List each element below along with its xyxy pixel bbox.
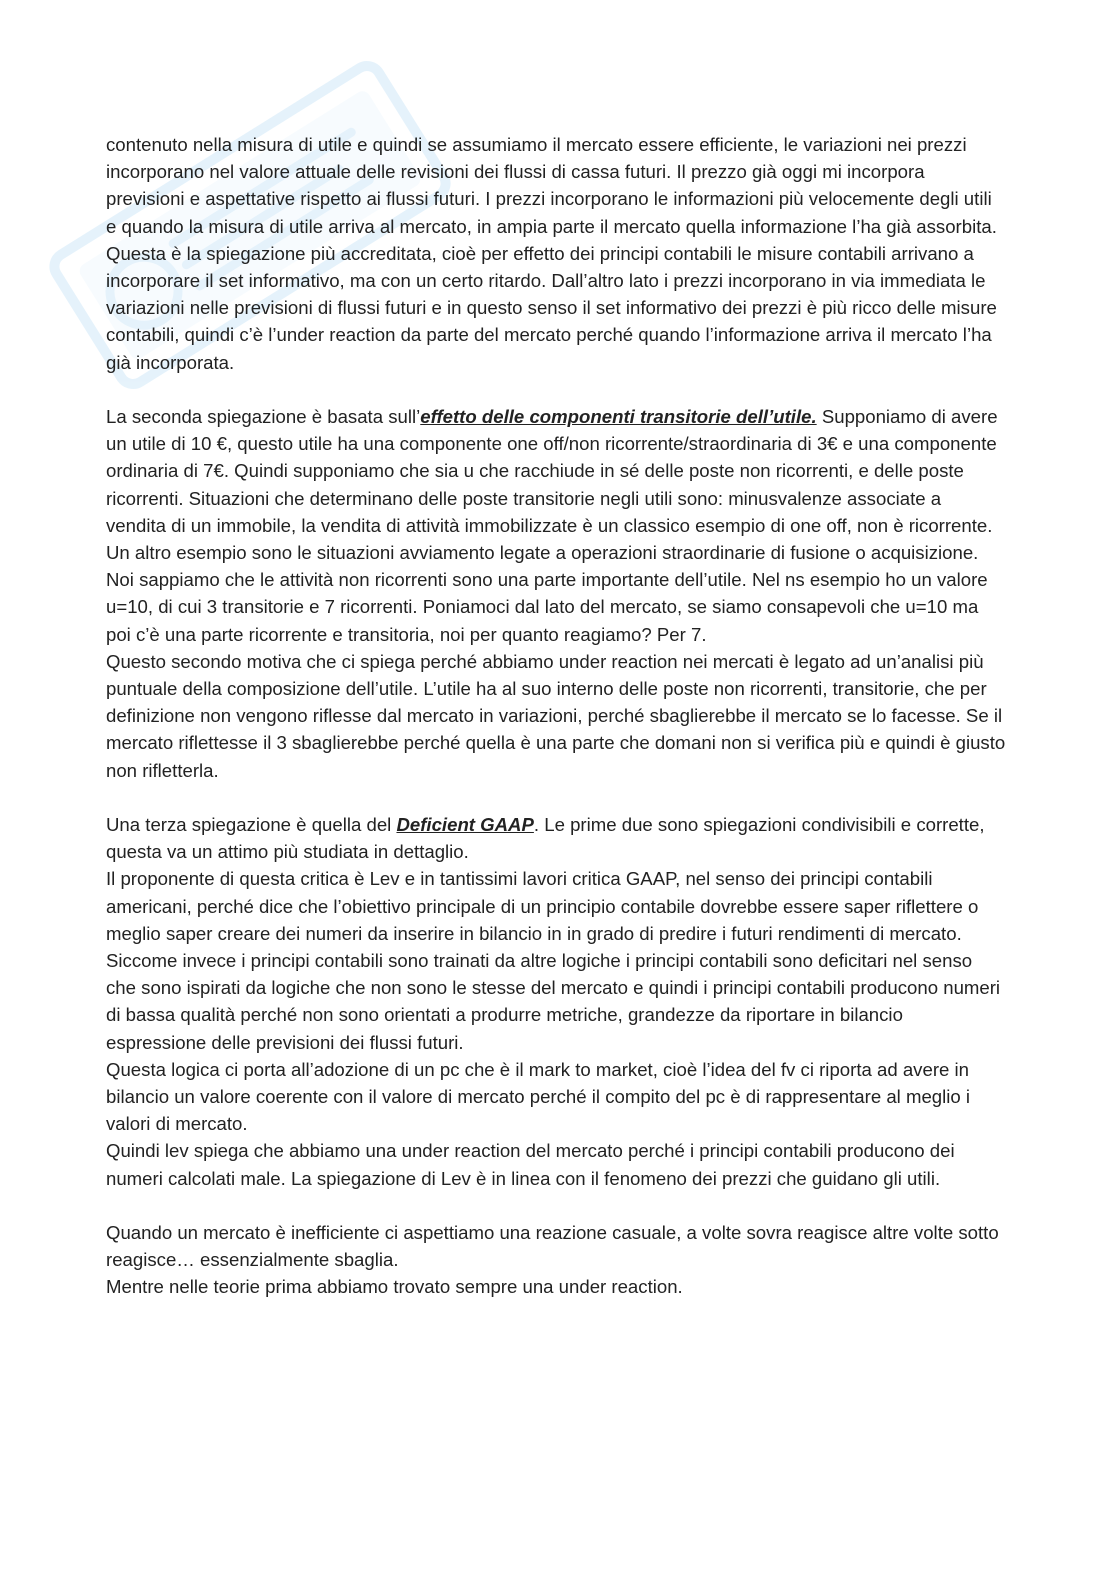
paragraph-8: Quindi lev spiega che abbiamo una under reaction del mercato perché i principi contabili producono dei numeri calcolati male. La spiegazione di Lev è in linea con il fenomeno dei prezzi che guidano gli utili. — [106, 1140, 955, 1189]
paragraph-6: Il proponente di questa critica è Lev e in tantissimi lavori critica GAAP, nel senso dei principi contabili americani, perché dice che l’obiettivo principale di un principio contabile dovrebbe essere saper riflettere o meglio saper creare dei numeri da inserire in bilancio in in grado di predire i futuri rendimenti di mercato. Siccome invece i principi contabili sono trainati da altre logiche i principi contabili sono deficitari nel senso che sono ispirati da logiche che non sono le stesse del mercato e quindi i principi contabili producono numeri di bassa qualità perché non sono orientati a produrre metriche, grandezze da riportare in bilancio espressione delle previsioni dei flussi futuri. — [106, 868, 1001, 1053]
paragraph-spacer — [106, 376, 1006, 403]
paragraph-5-intro: Una terza spiegazione è quella del — [106, 814, 397, 836]
paragraph-7: Questa logica ci porta all’adozione di un pc che è il mark to market, cioè l’idea del fv ci riporta ad avere in bilancio un valore coerente con il valore di mercato perché il compito del pc è di rappresentare al meglio i valori di mercato. — [106, 1058, 971, 1135]
paragraph-5 — [106, 811, 1006, 865]
document-page — [106, 131, 1006, 1301]
paragraph-2: Questa è la spiegazione più accreditata, cioè per effetto dei principi contabili le misure contabili arrivano a incorporare il set informativo, ma con un certo ritardo. Dall’altro lato i prezzi incorporano in via immediata le variazioni nelle previsioni di flussi futuri e in questo senso il set informativo dei prezzi è più ricco delle misure contabili, quindi c’è l’under reaction da parte del mercato perché quando l’informazione arriva il mercato l’ha già incorporata. — [106, 242, 997, 373]
paragraph-3-body: Supponiamo di avere un utile di 10 €, questo utile ha una componente one off/non ricorrente/straordinaria di 3€ e una componente ordinaria di 7€. Quindi supponiamo che sia u che racchiude in sé delle poste non ricorrenti, e delle poste ricorrenti. Situazioni che determinano delle poste transitorie negli utili sono: minusvalenze associate a vendita di un immobile, la vendita di attività immobilizzate è un classico esempio di one off, non è ricorrente. Un altro esempio sono le situazioni avviamento legate a operazioni straordinarie di fusione o acquisizione. Noi sappiamo che le attività non ricorrenti sono una parte importante dell’utile. Nel ns esempio ho un valore u=10, di cui 3 transitorie e 7 ricorrenti. Poniamoci dal lato del mercato, se siamo consapevoli che u=10 ma poi c’è una parte ricorrente e transitoria, noi per quanto reagiamo? Per 7. — [106, 406, 998, 645]
emphasis-deficient-gaap: Deficient GAAP — [396, 814, 534, 836]
paragraph-10: Mentre nelle teorie prima abbiamo trovato sempre una under reaction. — [106, 1276, 683, 1298]
emphasis-transitory-components: effetto delle componenti transitorie dell’utile. — [420, 406, 817, 428]
paragraph-spacer — [106, 784, 1006, 811]
paragraph-spacer — [106, 1192, 1006, 1219]
paragraph-1: contenuto nella misura di utile e quindi se assumiamo il mercato essere efficiente, le variazioni nei prezzi incorporano nel valore attuale delle revisioni dei flussi di cassa futuri. Il prezzo già oggi mi incorpora previsioni e aspettative rispetto ai flussi futuri. I prezzi incorporano le informazioni più velocemente degli utili e quando la misura di utile arriva al mercato, in ampia parte il mercato quella informazione l’ha già assorbita. — [106, 134, 997, 237]
paragraph-4: Questo secondo motiva che ci spiega perché abbiamo under reaction nei mercati è legato ad un’analisi più puntuale della composizione dell’utile. L’utile ha al suo interno delle poste non ricorrenti, transitorie, che per definizione non vengono riflesse dal mercato in variazioni, perché sbaglierebbe il mercato se lo facesse. Se il mercato riflettesse il 3 sbaglierebbe perché quella è una parte che domani non si verifica più e quindi è giusto non rifletterla. — [106, 650, 1006, 781]
paragraph-5-body: . Le prime due sono spiegazioni condivisibili e corrette, questa va un attimo più studiata in dettaglio. — [106, 814, 985, 863]
paragraph-3 — [106, 403, 1006, 648]
paragraph-9: Quando un mercato è inefficiente ci aspettiamo una reazione casuale, a volte sovra reagisce altre volte sotto reagisce… essenzialmente sbaglia. — [106, 1222, 999, 1271]
paragraph-3-intro: La seconda spiegazione è basata sull’ — [106, 406, 421, 428]
